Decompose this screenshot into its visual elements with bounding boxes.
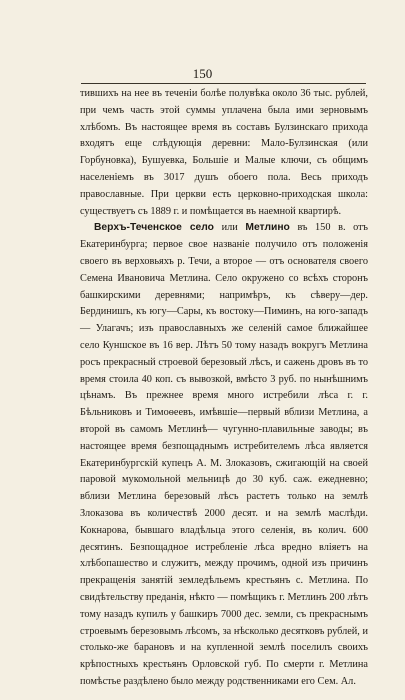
paragraph-metlino [80, 220, 368, 690]
paragraph-lead-title: Верхъ-Теченское село [94, 222, 214, 234]
paragraph-lead-alt-title: Метлино [245, 222, 290, 234]
paragraph-lead-joiner: или [213, 222, 246, 234]
paragraph-text: въ 150 в. отъ Екатеринбурга; первое свое названіе получило отъ положенія своего въ верховьяхъ р. Течи, а второе — отъ основателя своего Семена Ивановича Метлина. Село окружено со всѣхъ сторонъ башкирскими деревнями; напримѣръ, къ сѣверу—дер. Бердинишъ, къ югу—Сары, къ востоку—Пиминъ, на юго-западъ — Улагачъ; изъ православныхъ же селеній самое ближайшее село Куншское въ 16 вер. Лѣтъ 50 тому назадъ вокругъ Метлина росъ прекрасный строевой березовый лѣсъ, и сажень дровъ въ то время стоила 40 коп. съ вывозкой, вмѣсто 3 руб. по нынѣшнимъ цѣнамъ. Въ прежнее время много истребили лѣса г. г. Бѣльниковъ и Тимоѳеевъ, имѣвшіе—первый вблизи Метлина, а второй въ самомъ Метлинѣ— чугунно-плавильные заводы; въ настоящее время безпощаднымъ истребителемъ лѣса является Екатеринбургскій купецъ А. М. Злоказовъ, сжигающій на своей паровой мукомольной мельницѣ до 30 куб. саж. ежедневно; вблизи Метлина березовый лѣсъ растетъ только на землѣ Злоказова въ количествѣ 2000 десят. и на землѣ маслѣди. Кокнарова, бывшаго владѣльца этого селенія, въ колич. 600 десятинъ. Безпощадное истребленіе лѣса вредно вліяетъ на хлѣбопашество и служитъ, между прочимъ, одной изъ причинъ прекращенія занятій земледѣльемъ крестьянъ с. Метлина. По свидѣтельству преданія, нѣкто — помѣщикъ г. Метлинъ 200 лѣтъ тому назадъ купилъ у башкиръ 7000 дес. земли, съ прекраснымъ строевымъ березовымъ лѣсомъ, за нѣсколько десятковъ рублей, и столько-же барановъ и на купленной землѣ поселилъ своихъ крѣпостныхъ крестьянъ Орловской губ. По смерти г. Метлина помѣстье раздѣлено было между родственниками его Сем. Ал. [80, 222, 368, 687]
page-number: 150 [192, 66, 213, 81]
paragraph-continuation [80, 86, 368, 220]
header-rule [81, 83, 366, 84]
paragraph-text: тившихъ на нее въ теченіи болѣе полувѣка около 36 тыс. рублей, при чемъ часть этой суммы уплачена была ими зерновымъ хлѣбомъ. Въ настоящее время въ составъ Булзинскаго прихода входятъ еще слѣдующія деревни: Мало-Булзинская (или Горбуновка), Бушуевка, Большіе и Малые ключи, съ общимъ населеніемъ въ 3017 душъ обоего пола. Весь приходъ православные. При церкви есть церковно-приходская школа: существуетъ съ 1889 г. и помѣщается въ наемной квартирѣ. [80, 88, 368, 217]
page-body [80, 86, 368, 691]
